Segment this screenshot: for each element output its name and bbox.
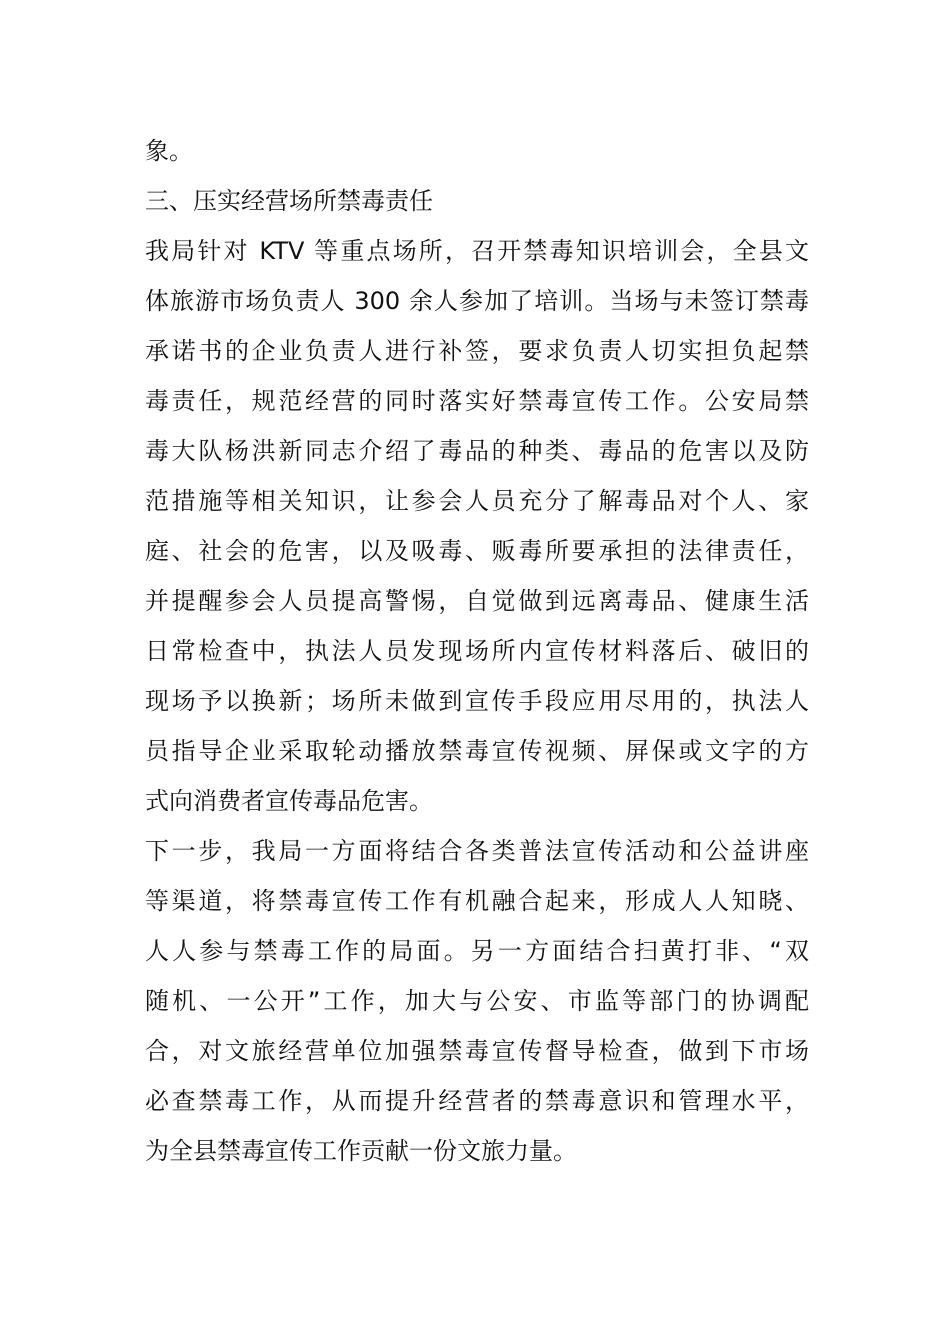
paragraph-line: 员指导企业采取轮动播放禁毒宣传视频、屏保或文字的方	[145, 737, 809, 765]
paragraph-line: 式向消费者宣传毒品危害。	[145, 787, 433, 815]
paragraph-line: 体旅游市场负责人 300 余人参加了培训。当场与未签订禁毒	[145, 287, 809, 315]
paragraph-line: 庭、社会的危害，以及吸毒、贩毒所要承担的法律责任，	[145, 537, 809, 565]
paragraph-line: 承诺书的企业负责人进行补签，要求负责人切实担负起禁	[145, 337, 809, 365]
paragraph-line: 合，对文旅经营单位加强禁毒宣传督导检查，做到下市场	[145, 1037, 809, 1065]
paragraph-line: 必查禁毒工作，从而提升经营者的禁毒意识和管理水平，	[145, 1087, 809, 1115]
paragraph-line: 现场予以换新；场所未做到宣传手段应用尽用的，执法人	[145, 687, 809, 715]
paragraph-line: 随机、一公开”工作，加大与公安、市监等部门的协调配	[145, 987, 809, 1015]
document-body	[145, 126, 809, 1176]
paragraph-line: 人人参与禁毒工作的局面。另一方面结合扫黄打非、“双	[145, 937, 809, 965]
section-heading: 三、压实经营场所禁毒责任	[145, 187, 433, 215]
paragraph-line: 等渠道，将禁毒宣传工作有机融合起来，形成人人知晓、	[145, 887, 809, 915]
paragraph-line: 范措施等相关知识，让参会人员充分了解毒品对个人、家	[145, 487, 809, 515]
paragraph-line: 日常检查中，执法人员发现场所内宣传材料落后、破旧的	[145, 637, 809, 665]
paragraph-line: 并提醒参会人员提高警惕，自觉做到远离毒品、健康生活	[145, 587, 809, 615]
paragraph-line: 象。	[145, 137, 193, 165]
paragraph-line: 为全县禁毒宣传工作贡献一份文旅力量。	[145, 1137, 577, 1165]
paragraph-line: 我局针对 KTV 等重点场所，召开禁毒知识培训会，全县文	[145, 237, 809, 265]
paragraph-line: 毒大队杨洪新同志介绍了毒品的种类、毒品的危害以及防	[145, 437, 809, 465]
paragraph-line: 毒责任，规范经营的同时落实好禁毒宣传工作。公安局禁	[145, 387, 809, 415]
paragraph-line: 下一步，我局一方面将结合各类普法宣传活动和公益讲座	[145, 837, 809, 865]
